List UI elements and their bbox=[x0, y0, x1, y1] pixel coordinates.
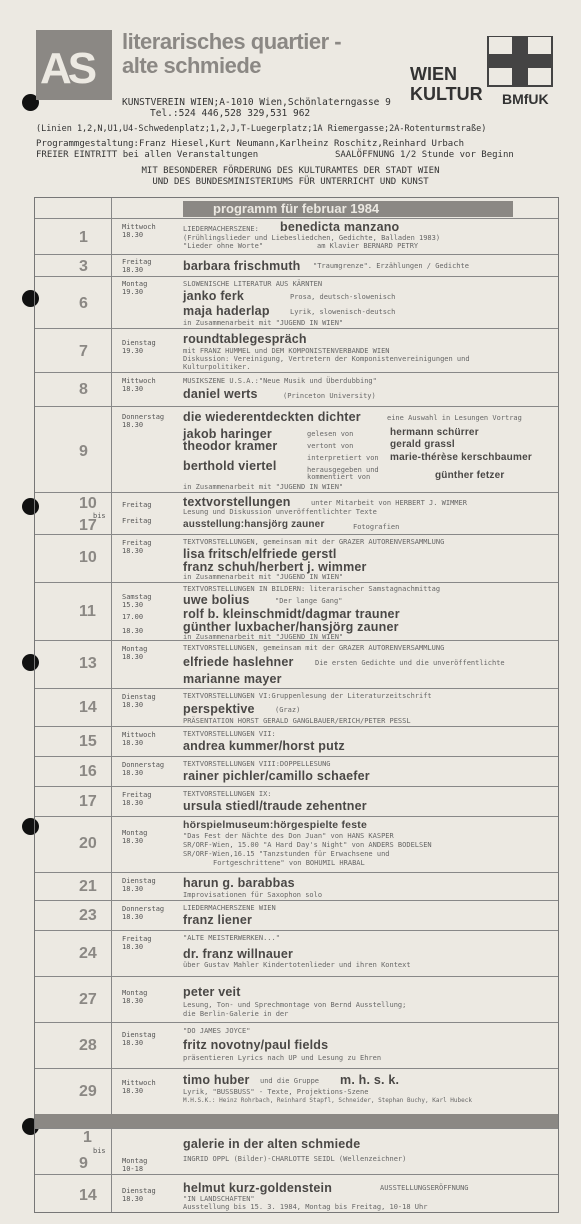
event-weekday: Dienstag 18.30 bbox=[122, 877, 156, 893]
event-weekday: Donnerstag 18.30 bbox=[122, 413, 165, 429]
event-title: berthold viertel bbox=[183, 459, 277, 473]
event-day: 16 bbox=[79, 763, 97, 780]
event-category: TEXTVORSTELLUNGEN VII: bbox=[183, 730, 276, 738]
event-row bbox=[35, 930, 558, 977]
event-day: 14 bbox=[79, 1187, 97, 1204]
event-day: 14 bbox=[79, 699, 97, 716]
event-row bbox=[35, 1022, 558, 1069]
bmfuk-logo-text: BMfUK bbox=[502, 91, 549, 107]
event-reader: marie-thérèse kerschbaumer bbox=[390, 452, 532, 463]
event-day: 9 bbox=[79, 443, 88, 460]
event-day: 7 bbox=[79, 343, 88, 360]
event-weekday: Montag 18.30 bbox=[122, 645, 148, 661]
event-day: 28 bbox=[79, 1037, 97, 1054]
event-note: in Zusammenarbeit mit "JUGEND IN WIEN" bbox=[183, 319, 344, 327]
event-weekday: Montag 19.30 bbox=[122, 280, 148, 296]
event-day: 24 bbox=[79, 945, 97, 962]
event-weekday: Montag 10-18 bbox=[122, 1157, 148, 1173]
event-note: und die Gruppe bbox=[260, 1077, 320, 1085]
event-note: PRÄSENTATION HORST GERALD GANGLBAUER/ERICH/PETER PESSL bbox=[183, 717, 411, 725]
event-title: die wiederentdeckten dichter bbox=[183, 410, 361, 424]
event-note: eine Auswahl in Lesungen Vortrag bbox=[387, 414, 522, 422]
event-weekday: Mittwoch 18.30 bbox=[122, 223, 156, 239]
event-weekday: Dienstag 19.30 bbox=[122, 339, 156, 355]
event-weekday: Dienstag 18.30 bbox=[122, 1031, 156, 1047]
event-title: rainer pichler/camillo schaefer bbox=[183, 769, 370, 783]
event-day: 10 bbox=[79, 549, 97, 566]
section-separator bbox=[35, 1114, 558, 1128]
event-title: rolf b. kleinschmidt/dagmar trauner bbox=[183, 607, 400, 621]
event-note: Lyrik, slowenisch-deutsch bbox=[290, 308, 396, 316]
event-note: in Zusammenarbeit mit "JUGEND IN WIEN" bbox=[183, 483, 344, 491]
event-row bbox=[35, 218, 558, 255]
event-category: LIEDERMACHERSZENE: bbox=[183, 225, 259, 233]
event-weekday: Mittwoch 18.30 bbox=[122, 377, 156, 393]
event-day: 17 bbox=[79, 793, 97, 810]
event-row bbox=[35, 254, 558, 277]
event-weekday: Freitag 18.30 bbox=[122, 935, 152, 951]
event-weekday: Montag 18.30 bbox=[122, 989, 148, 1005]
event-day: 20 bbox=[79, 835, 97, 852]
event-category: "ALTE MEISTERWERKEN..." bbox=[183, 934, 280, 942]
event-note: "Der lange Gang" bbox=[275, 597, 343, 605]
event-note: "Lieder ohne Worte" bbox=[183, 242, 264, 250]
event-note: die Berlin-Galerie in der bbox=[183, 1010, 289, 1018]
event-day: 9 bbox=[79, 1155, 88, 1172]
event-title: marianne mayer bbox=[183, 672, 282, 686]
event-note: Ausstellung bis 15. 3. 1984, Montag bis Freitag, 10-18 Uhr bbox=[183, 1203, 428, 1211]
event-category: TEXTVORSTELLUNGEN IX: bbox=[183, 790, 272, 798]
event-note: interpretiert von bbox=[307, 454, 379, 462]
event-note: unter Mitarbeit von HERBERT J. WIMMER bbox=[311, 499, 467, 507]
event-title: hörspielmuseum:hörgespielte feste bbox=[183, 819, 367, 831]
title-line-1: literarisches quartier - bbox=[122, 29, 342, 54]
event-row bbox=[35, 372, 558, 407]
telephone: Tel.:524 446,528 329,531 962 bbox=[150, 108, 311, 119]
event-note: gelesen von bbox=[307, 430, 354, 438]
program-title: programm für februar 1984 bbox=[183, 201, 513, 217]
event-category: TEXTVORSTELLUNGEN, gemeinsam mit der GRAZER AUTORENVERSAMMLUNG bbox=[183, 644, 445, 652]
event-day: 27 bbox=[79, 991, 97, 1008]
event-title: ausstellung:hansjörg zauner bbox=[183, 519, 325, 530]
event-category: LIEDERMACHERSZENE WIEN bbox=[183, 904, 276, 912]
event-note: über Gustav Mahler Kindertotenlieder und ihren Kontext bbox=[183, 961, 411, 969]
event-row: 10 bis 17 Freitag Freitag textvorstellungen unter Mitarbeit von HERBERT J. WIMMER Lesung und Diskussion unveröffentlichter Texte ausstellung:hansjörg zauner Fotografien bbox=[35, 492, 558, 535]
event-row bbox=[35, 582, 558, 641]
event-row bbox=[35, 1174, 558, 1213]
event-note: Improvisationen für Saxophon solo bbox=[183, 891, 323, 899]
event-note: M.H.S.K.: Heinz Rohrbach, Reinhard Stapfl, Schneider, Stephan Buchy, Karl Hubeck bbox=[183, 1097, 472, 1104]
event-row bbox=[35, 640, 558, 689]
event-title: textvorstellungen bbox=[183, 495, 291, 509]
event-note: Kulturpolitiker. bbox=[183, 363, 251, 371]
event-category: "DO JAMES JOYCE" bbox=[183, 1027, 251, 1035]
event-title: franz schuh/herbert j. wimmer bbox=[183, 560, 367, 574]
organizers: Programmgestaltung:Franz Hiesel,Kurt Neumann,Karlheinz Roschitz,Reinhard Urbach bbox=[36, 139, 465, 149]
doors-open: SAALÖFFNUNG 1/2 Stunde vor Beginn bbox=[335, 150, 514, 160]
event-row bbox=[35, 534, 558, 583]
event-title: harun g. barabbas bbox=[183, 876, 295, 890]
logo-letters: AS bbox=[40, 44, 94, 93]
event-reader: gerald grassl bbox=[390, 439, 455, 450]
event-note: "Traumgrenze". Erzählungen / Gedichte bbox=[313, 262, 469, 270]
event-category: TEXTVORSTELLUNGEN, gemeinsam mit der GRAZER AUTORENVERSAMMLUNG bbox=[183, 538, 445, 546]
transit-info: (Linien 1,2,N,U1,U4-Schwedenplatz;1,2,J,T-Luegerplatz;1A Riemergasse;2A-Rotenturmstraße) bbox=[36, 124, 487, 134]
event-row bbox=[35, 726, 558, 757]
support-line-1: MIT BESONDERER FÖRDERUNG DES KULTURAMTES DER STADT WIEN bbox=[141, 166, 440, 176]
event-day: 3 bbox=[79, 258, 88, 275]
event-title: dr. franz willnauer bbox=[183, 947, 294, 961]
event-weekday: Freitag bbox=[122, 517, 152, 525]
event-note: Fotografien bbox=[353, 523, 400, 531]
event-weekday: Donnerstag 18.30 bbox=[122, 761, 165, 777]
event-weekday: Freitag 18.30 bbox=[122, 539, 152, 555]
event-note: Lesung und Diskussion unveröffentlichter Texte bbox=[183, 508, 377, 516]
event-day: 15 bbox=[79, 733, 97, 750]
event-row bbox=[35, 900, 558, 931]
event-row bbox=[35, 1068, 558, 1115]
event-note: Die ersten Gedichte und die unveröffentlichte bbox=[315, 659, 505, 667]
event-title: ursula stiedl/traude zehentner bbox=[183, 799, 367, 813]
event-title: benedicta manzano bbox=[280, 220, 400, 234]
event-day: 21 bbox=[79, 878, 97, 895]
event-note: (Princeton University) bbox=[283, 392, 376, 400]
event-weekday: Samstag 15.30 bbox=[122, 593, 152, 609]
event-title: uwe bolius bbox=[183, 593, 250, 607]
event-title: janko ferk bbox=[183, 289, 245, 303]
event-note: Diskussion: Vereinigung, Vertretern der Komponistenvereinigungen und bbox=[183, 355, 470, 363]
event-title: perspektive bbox=[183, 702, 255, 716]
event-time: 18.30 bbox=[122, 627, 144, 635]
event-note: herausgegeben und bbox=[307, 466, 379, 474]
event-row bbox=[35, 756, 558, 787]
event-title: günther luxbacher/hansjörg zauner bbox=[183, 620, 399, 634]
event-note: (Graz) bbox=[275, 706, 301, 714]
event-note: "Das Fest der Nächte des Don Juan" von HANS KASPER bbox=[183, 832, 394, 840]
title-line-2: alte schmiede bbox=[122, 53, 262, 78]
event-row bbox=[35, 1128, 558, 1175]
event-day: 10 bbox=[79, 495, 97, 512]
event-category: TEXTVORSTELLUNGEN IN BILDERN: literarischer Samstagnachmittag bbox=[183, 585, 441, 593]
event-day: 6 bbox=[79, 295, 88, 312]
event-weekday: Dienstag 18.30 bbox=[122, 693, 156, 709]
support-line-2: UND DES BUNDESMINISTERIUMS FÜR UNTERRICHT UND KUNST bbox=[152, 177, 429, 187]
event-day: 23 bbox=[79, 907, 97, 924]
free-entry: FREIER EINTRITT bei allen Veranstaltungen bbox=[36, 150, 259, 160]
event-row bbox=[35, 406, 558, 493]
event-row bbox=[35, 786, 558, 817]
event-title: fritz novotny/paul fields bbox=[183, 1038, 329, 1052]
event-category: MUSIKSZENE U.S.A.:"Neue Musik und Überdubbing" bbox=[183, 377, 377, 385]
address: KUNSTVEREIN WIEN;A-1010 Wien,Schönlaterngasse 9 bbox=[122, 97, 391, 108]
event-title: jakob haringer bbox=[183, 427, 272, 441]
event-day: 17 bbox=[79, 517, 97, 534]
event-note: (Frühlingslieder und Liebesliedchen, Gedichte, Balladen 1983) bbox=[183, 234, 441, 242]
event-note: am Klavier BERNARD PETRY bbox=[317, 242, 419, 250]
event-title: franz liener bbox=[183, 913, 253, 927]
program-table bbox=[34, 197, 559, 1213]
event-note: Lyrik, "BUSSBUSS" - Texte, Projektions-Szene bbox=[183, 1088, 369, 1096]
event-row bbox=[35, 688, 558, 727]
event-note: präsentieren Lyrics nach UP und Lesung zu Ehren bbox=[183, 1054, 382, 1062]
event-title: timo huber bbox=[183, 1073, 250, 1087]
event-note: kommentiert von bbox=[307, 473, 371, 481]
event-note: SR/ORF-Wien, 15.00 "A Hard Day's Night" von ANDERS BODELSEN bbox=[183, 841, 432, 849]
event-weekday: Freitag 18.30 bbox=[122, 791, 152, 807]
event-row bbox=[35, 328, 558, 373]
event-note: vertont von bbox=[307, 442, 354, 450]
event-weekday: Montag 18.30 bbox=[122, 829, 148, 845]
event-note: SR/ORF-Wien,16.15 "Tanzstunden für Erwachsene und bbox=[183, 850, 390, 858]
wien-logo-text: WIEN bbox=[410, 64, 457, 84]
kultur-logo-text: KULTUR bbox=[410, 84, 483, 104]
event-note: mit FRANZ HUMMEL und DEM KOMPONISTENVERBANDE WIEN bbox=[183, 347, 390, 355]
event-day-range: bis bbox=[93, 1147, 106, 1155]
event-weekday: Freitag bbox=[122, 501, 152, 509]
event-time: 17.00 bbox=[122, 613, 144, 621]
alte-schmiede-logo bbox=[36, 30, 112, 100]
event-title: elfriede haslehner bbox=[183, 655, 294, 669]
event-note: in Zusammenarbeit mit "JUGEND IN WIEN" bbox=[183, 573, 344, 581]
event-day: 8 bbox=[79, 381, 88, 398]
event-title: galerie in der alten schmiede bbox=[183, 1137, 361, 1151]
logo-title bbox=[122, 30, 341, 78]
event-title: helmut kurz-goldenstein bbox=[183, 1181, 333, 1195]
event-day: 13 bbox=[79, 655, 97, 672]
event-day: 1 bbox=[79, 229, 88, 246]
event-title: daniel werts bbox=[183, 387, 258, 401]
event-category: SLOWENISCHE LITERATUR AUS KÄRNTEN bbox=[183, 280, 323, 288]
event-weekday: Mittwoch 18.30 bbox=[122, 731, 156, 747]
event-reader: hermann schürrer bbox=[390, 427, 479, 438]
event-row bbox=[35, 816, 558, 873]
wien-kultur-logo bbox=[410, 36, 555, 108]
event-day: 29 bbox=[79, 1083, 97, 1100]
event-note: INGRID OPPL (Bilder)-CHARLOTTE SEIDL (Wellenzeichner) bbox=[183, 1155, 407, 1163]
event-title: maja haderlap bbox=[183, 304, 270, 318]
event-weekday: Freitag 18.30 bbox=[122, 258, 152, 274]
event-title: roundtablegespräch bbox=[183, 332, 307, 346]
event-note: in Zusammenarbeit mit "JUGEND IN WIEN" bbox=[183, 633, 344, 641]
event-note: Lesung, Ton- und Sprechmontage von Bernd Ausstellung; bbox=[183, 1001, 407, 1009]
event-note: Prosa, deutsch-slowenisch bbox=[290, 293, 396, 301]
event-weekday: Donnerstag 18.30 bbox=[122, 905, 165, 921]
event-day: 11 bbox=[79, 603, 96, 620]
event-title: theodor kramer bbox=[183, 439, 278, 453]
event-title: lisa fritsch/elfriede gerstl bbox=[183, 547, 337, 561]
event-title: barbara frischmuth bbox=[183, 259, 301, 273]
event-title: peter veit bbox=[183, 985, 241, 999]
event-note: Fortgeschrittene" von BOHUMIL HRABAL bbox=[213, 859, 365, 867]
event-weekday: Dienstag 18.30 bbox=[122, 1187, 156, 1203]
event-row bbox=[35, 276, 558, 329]
event-day: 1 bbox=[83, 1129, 92, 1146]
event-reader: günther fetzer bbox=[435, 470, 505, 481]
event-category: TEXTVORSTELLUNGEN VI:Gruppenlesung der Literaturzeitschrift bbox=[183, 692, 432, 700]
event-category: TEXTVORSTELLUNGEN VIII:DOPPELLESUNG bbox=[183, 760, 331, 768]
event-note: AUSSTELLUNGSERÖFFNUNG bbox=[380, 1184, 469, 1192]
event-weekday: Mittwoch 18.30 bbox=[122, 1079, 156, 1095]
event-note: "IN LANDSCHAFTEN" bbox=[183, 1195, 255, 1203]
event-row bbox=[35, 976, 558, 1023]
event-title: m. h. s. k. bbox=[340, 1073, 400, 1087]
event-title: andrea kummer/horst putz bbox=[183, 739, 345, 753]
event-row bbox=[35, 872, 558, 901]
